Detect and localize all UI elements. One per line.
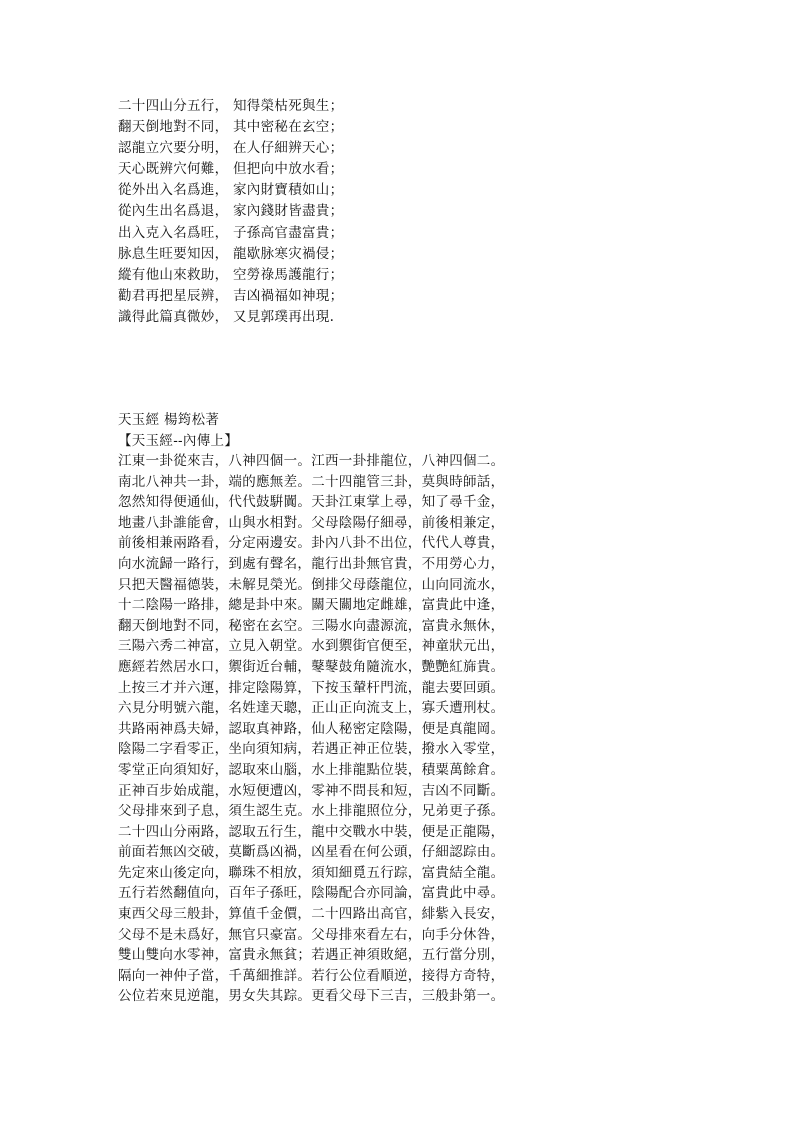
prose-line: 向水流歸一路行，到處有聲名，龍行出卦無官貴，不用勞心力， [118, 555, 505, 572]
prose-line: 零堂正向須知好，認取來山腦，水上排龍點位裝，積粟萬餘倉。 [118, 761, 505, 778]
prose-line: 前後相兼兩路看，分定兩邊安。卦內八卦不出位，代代人尊貴， [118, 535, 505, 552]
poem-line: 識得此篇真微妙， 又見郭璞再出現. [118, 308, 335, 325]
prose-line: 二十四山分兩路，認取五行生，龍中交戰水中裝，便是正龍陽， [118, 823, 505, 840]
poem-line: 勸君再把星辰辨， 吉凶禍福如神現； [118, 287, 344, 304]
prose-line: 東西父母三般卦，算值千金價，二十四路出高官，緋紫入長安， [118, 906, 505, 923]
poem-line: 出入克入名爲旺， 子孫高官盡富貴； [118, 224, 344, 241]
prose-line: 江東一卦從來吉，八神四個一。江西一卦排龍位，八神四個二。 [118, 453, 505, 469]
prose-line: 隔向一神仲子當，千萬細推詳。若行公位看順逆，接得方奇特， [118, 967, 505, 984]
prose-line: 只把天醫福德裝，未解見榮光。倒排父母蔭龍位，山向同流水， [118, 576, 505, 593]
poem-line: 從外出入名爲進， 家內財寶積如山； [118, 182, 344, 199]
prose-line: 正神百步始成龍，水短便遭凶，零神不問長和短，吉凶不同斷。 [118, 782, 505, 799]
prose-line: 陰陽二字看零正，坐向須知病，若遇正神正位裝，撥水入零堂， [118, 741, 505, 758]
prose-line: 地畫八卦誰能會，山與水相對。父母陰陽仔細尋，前後相兼定， [118, 514, 505, 531]
prose-line: 共路兩神爲夫婦，認取真神路，仙人秘密定陰陽，便是真龍岡。 [118, 720, 505, 737]
prose-line: 上按三才并六運，排定陰陽算，下按玉輦杆門流，龍去要回頭。 [118, 679, 505, 696]
prose-line: 父母不是未爲好，無官只豪富。父母排來看左右，向手分休咎， [118, 926, 505, 943]
poem-line: 縱有他山來救助， 空勞祿馬護龍行； [118, 266, 344, 283]
section-subtitle: 【天玉經--內傳上】 [118, 432, 239, 449]
poem-line: 脉息生旺要知因， 龍歇脉寒灾禍侵； [118, 245, 344, 262]
prose-line: 公位若來見逆龍，男女失其踪。更看父母下三吉，三般卦第一。 [118, 988, 505, 1005]
poem-line: 從內生出名爲退， 家內錢財皆盡貴； [118, 203, 344, 220]
poem-line: 二十四山分五行， 知得榮枯死與生； [118, 98, 344, 114]
prose-line: 忽然知得便通仙，代代鼓騈闐。天卦江東掌上尋，知了尋千金， [118, 494, 505, 511]
section-title: 天玉經 楊筠松著 [118, 412, 220, 428]
verse-poem [118, 96, 343, 328]
prose-line: 十二陰陽一路排，總是卦中來。關天關地定雌雄，富貴此中逢， [118, 597, 505, 614]
prose-line: 翻天倒地對不同，秘密在玄空。三陽水向盡源流，富貴永無休， [118, 617, 505, 634]
poem-line: 認龍立穴要分明， 在人仔細辨天心； [118, 140, 344, 157]
prose-line: 雙山雙向水零神，富貴永無貧；若遇正神須敗絕，五行當分別， [118, 947, 505, 964]
prose-line: 六見分明號六龍，名姓達天聰，正山正向流支上，寡夭遭刑杖。 [118, 700, 505, 717]
prose-line: 父母排來到子息，須生認生克。水上排龍照位分，兄弟更子孫。 [118, 803, 505, 820]
prose-line: 五行若然翻值向，百年子孫旺，陰陽配合亦同論，富貴此中尋。 [118, 885, 505, 902]
prose-line: 南北八神共一卦，端的應無差。二十四龍管三卦，莫與時師話， [118, 473, 505, 490]
prose-line: 三陽六秀二神富，立見入朝堂。水到禦街官便至，神童狀元出， [118, 638, 505, 655]
poem-line: 天心既辨穴何難， 但把向中放水看； [118, 161, 344, 178]
prose-line: 前面若無凶交破，莫斷爲凶禍，凶星看在何公頭，仔細認踪由。 [118, 844, 505, 861]
prose-line: 先定來山後定向，聯珠不相放，須知細覓五行踪，富貴結全龍。 [118, 864, 505, 881]
prose-line: 應經若然居水口，禦街近台輔，鼕鼕鼓角隨流水，艷艷紅旆貴。 [118, 658, 505, 675]
section-heading [118, 410, 238, 451]
poem-line: 翻天倒地對不同， 其中密秘在玄空； [118, 119, 344, 136]
prose-body [118, 451, 504, 1007]
